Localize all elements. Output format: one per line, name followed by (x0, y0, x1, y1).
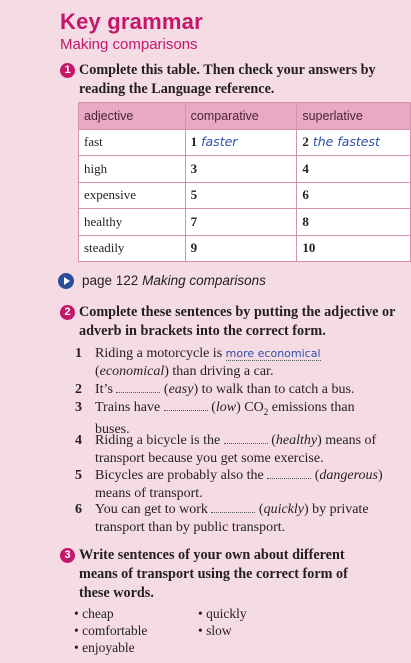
superlative-cell[interactable]: 6 (297, 182, 411, 209)
section-title: Key grammar (60, 9, 203, 34)
table-row (79, 209, 411, 236)
sentence-5: 5 Bicycles are probably also the (dangerous) means of transport. (75, 468, 383, 501)
superlative-cell[interactable]: 2 the fastest (297, 129, 411, 156)
handwritten-answer: more economical (225, 347, 321, 360)
comparative-cell[interactable]: 5 (185, 182, 297, 209)
adjective-cell: steadily (79, 235, 186, 262)
sentence-1: 1 Riding a motorcycle is more economical (economical) than driving a car. (75, 346, 321, 379)
exercise-number-badge: 3 (60, 548, 75, 563)
handwritten-answer: the fastest (312, 134, 380, 150)
exercise-2-instruction: 2 Complete these sentences by putting the adjective or adverb in brackets into the correct form. (60, 303, 405, 341)
exercise-3-instruction: 3 Write sentences of your own about different means of transport using the correct form of these words. (60, 546, 380, 603)
superlative-cell[interactable]: 4 (297, 156, 411, 183)
header-comparative: comparative (185, 103, 297, 130)
table-header-row (79, 103, 411, 130)
adjective-cell: healthy (79, 209, 186, 236)
header-adjective: adjective (79, 103, 186, 130)
table-row (79, 129, 411, 156)
comparative-cell[interactable]: 3 (185, 156, 297, 183)
exercise-number-badge: 2 (60, 305, 75, 320)
header-superlative: superlative (297, 103, 411, 130)
exercise-number-badge: 1 (60, 63, 75, 78)
answer-gap[interactable] (224, 434, 268, 444)
adjective-cell: expensive (79, 182, 186, 209)
list-item: • comfortable (74, 623, 148, 638)
sentence-6: 6 You can get to work (quickly) by private transport than by public transport. (75, 502, 369, 535)
answer-gap[interactable] (211, 503, 255, 513)
sentence-2: 2 It’s (easy) to walk than to catch a bus. (75, 382, 355, 397)
superlative-cell[interactable]: 8 (297, 209, 411, 236)
table-row (79, 156, 411, 183)
comparative-cell[interactable]: 1 faster (185, 129, 297, 156)
play-arrow-icon (58, 273, 74, 289)
list-item: • cheap (74, 606, 114, 621)
comparative-cell[interactable]: 7 (185, 209, 297, 236)
sentence-4: 4 Riding a bicycle is the (healthy) means of transport because you get some exercise. (75, 433, 377, 466)
superlative-cell[interactable]: 10 (297, 235, 411, 262)
list-item: • quickly (198, 606, 247, 621)
list-item: • enjoyable (74, 640, 135, 655)
language-reference-link[interactable]: page 122 Making comparisons (58, 273, 266, 289)
exercise-1-instruction: 1 Complete this table. Then check your answers by reading the Language reference. (60, 61, 405, 99)
grammar-table (78, 102, 411, 262)
list-item: • slow (198, 623, 232, 638)
handwritten-answer: faster (201, 134, 238, 150)
sentence-3: 3 Trains have (low) $CO_2$ emissions than buses. (75, 400, 355, 437)
answer-gap[interactable] (164, 401, 208, 411)
section-subtitle: Making comparisons (60, 36, 198, 53)
adjective-cell: high (79, 156, 186, 183)
answer-gap[interactable] (267, 469, 311, 479)
table-row (79, 182, 411, 209)
adjective-cell: fast (79, 129, 186, 156)
table-row (79, 235, 411, 262)
comparative-cell[interactable]: 9 (185, 235, 297, 262)
answer-gap[interactable] (116, 383, 160, 393)
